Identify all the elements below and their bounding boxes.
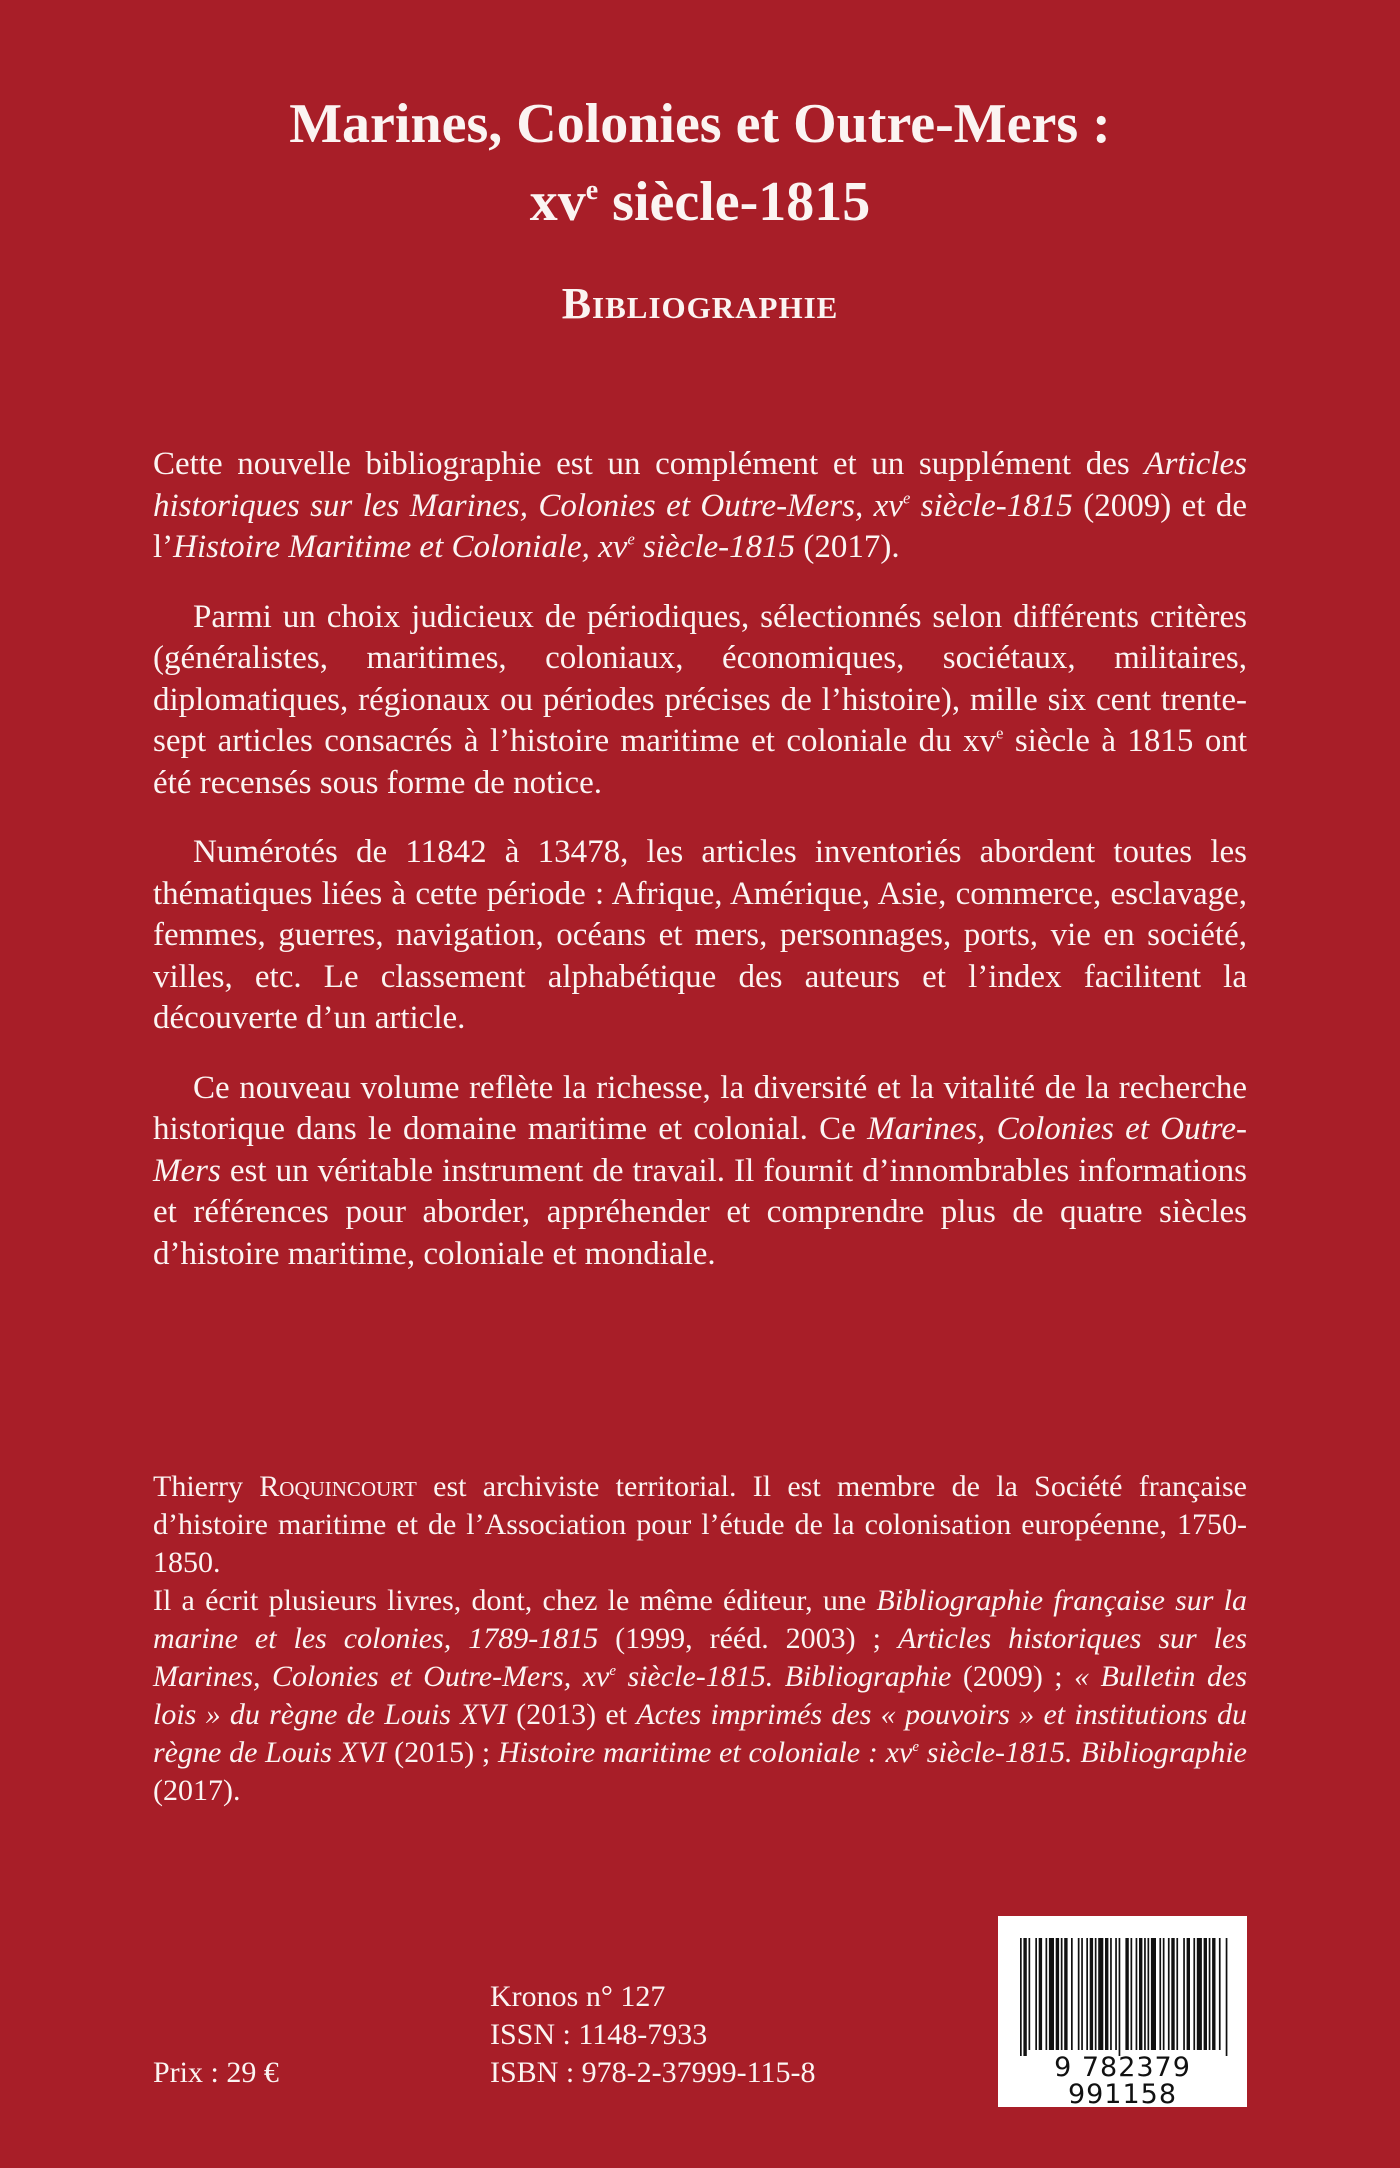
italic-text: Actes imprimés des « pouvoirs » et institutions du règne de Louis XVI xyxy=(153,1698,1247,1769)
barcode-bar xyxy=(1061,1938,1063,2050)
text-segment: Thierry xyxy=(153,1470,260,1503)
barcode-bar xyxy=(1219,1938,1221,2050)
barcode-bar xyxy=(1136,1938,1138,2050)
barcode-bar xyxy=(1159,1938,1161,2050)
barcode-bar xyxy=(1125,1938,1128,2050)
text-segment: (2009) ; xyxy=(951,1660,1075,1693)
issn: ISSN : 1148-7933 xyxy=(490,2018,708,2051)
barcode-bar xyxy=(1095,1938,1097,2050)
barcode xyxy=(998,1916,1247,2110)
barcode-bar xyxy=(1131,1938,1133,2050)
barcode-bar xyxy=(1086,1938,1088,2050)
italic-text: siècle-1815 xyxy=(634,529,796,565)
bio-paragraph xyxy=(153,1582,1247,1810)
body-paragraph xyxy=(153,597,1247,805)
book-title: Marines, Colonies et Outre-Mers : xyxy=(289,93,1111,155)
barcode-bar xyxy=(1163,1938,1165,2050)
barcode-bar xyxy=(1204,1938,1207,2050)
barcode-bar xyxy=(1110,1938,1112,2050)
italic-text: siècle-1815. Bibliographie xyxy=(616,1660,952,1693)
italic-text: siècle-1815 xyxy=(910,487,1073,524)
barcode-bar xyxy=(1046,1938,1048,2050)
italic-text: siècle-1815. Bibliographie xyxy=(918,1736,1247,1769)
book-subtitle: Bibliographie xyxy=(561,279,839,328)
small-caps-text: Roquincourt xyxy=(259,1470,417,1503)
barcode-bar xyxy=(1071,1938,1073,2050)
barcode-bar xyxy=(1139,1938,1142,2050)
series-number: Kronos n° 127 xyxy=(490,1980,666,2013)
isbn: ISBN : 978-2-37999-115-8 xyxy=(490,2056,816,2089)
period-years: siècle-1815 xyxy=(598,171,871,233)
italic-text: Marines, Colonies et Outre-Mers xyxy=(153,1111,1247,1189)
barcode-bar xyxy=(1212,1938,1215,2050)
barcode-bar xyxy=(1039,1938,1042,2050)
barcode-bar xyxy=(1029,1938,1031,2050)
text-segment: (1999, rééd. 2003) ; xyxy=(598,1622,898,1655)
bio-paragraph xyxy=(153,1468,1247,1582)
italic-text: e xyxy=(627,529,635,549)
italic-text: Bibliographie française sur la marine et les colonies, 1789-1815 xyxy=(153,1584,1247,1655)
barcode-bar xyxy=(1081,1938,1083,2050)
barcode-bar xyxy=(1144,1938,1146,2050)
barcode-bar xyxy=(1171,1938,1174,2050)
barcode-bar xyxy=(1151,1938,1156,2050)
text-segment: (2015) ; xyxy=(386,1736,498,1769)
body-paragraph xyxy=(153,832,1247,1040)
barcode-bar xyxy=(1119,1938,1121,2056)
italic-text: Histoire maritime et coloniale : xv xyxy=(497,1736,913,1769)
text-segment: (2009) et de l’ xyxy=(153,487,1247,565)
text-segment: siècle à 1815 ont été recensés sous forme de notice. xyxy=(153,723,1248,801)
barcode-bar xyxy=(1049,1938,1054,2050)
italic-text: « Bulletin des lois » du règne de Louis XVI xyxy=(153,1660,1247,1731)
barcode-bar xyxy=(1064,1938,1067,2050)
text-segment: Cette nouvelle bibliographie est un complément et un supplément des xyxy=(153,446,1145,482)
barcode-bar xyxy=(1035,1938,1037,2050)
barcode-digits: 9 782379 991158 xyxy=(1054,2052,1191,2110)
text-segment: (2017). xyxy=(153,1774,241,1807)
body-paragraph xyxy=(153,444,1247,569)
italic-text: Articles historiques sur les Marines, Colonies et Outre-Mers, xv xyxy=(153,446,1247,524)
text-segment: (2017). xyxy=(795,529,900,565)
text-segment: est archiviste territorial. Il est membre de la Société française d’histoire maritime et de l’Association pour l’étude de la colonisation européenne, 1750-1850. xyxy=(153,1470,1247,1579)
barcode-bar xyxy=(1183,1938,1185,2050)
text-segment: Ce nouveau volume reflète la richesse, la diversité et la vitalité de la recherche historique dans le domaine maritime et colonial. Ce xyxy=(153,1069,1247,1147)
text-segment: e xyxy=(996,723,1004,743)
period-sup: e xyxy=(585,175,599,206)
text-segment: Parmi un choix judicieux de périodiques, sélectionnés selon différents critères (généralistes, maritimes, coloniaux, économiques, sociétaux, militaires, diplomatiques, régionaux ou périodes précises de l’histoire), mille six cent trente-sept articles consacrés à l’histoire maritime et coloniale du xv xyxy=(153,598,1247,759)
barcode-bar xyxy=(1226,1938,1228,2056)
price: Prix : 29 € xyxy=(153,2056,279,2089)
text-segment: Il a écrit plusieurs livres, dont, chez le même éditeur, une xyxy=(153,1584,877,1617)
text-segment: Numérotés de 11842 à 13478, les articles inventoriés abordent toutes les thématiques liées à cette période : Afrique, Amérique, Asie, commerce, esclavage, femmes, guerres, navigation, océans et mers, personnages, ports, vie en société, villes, etc. Le classement alphabétique des auteurs et l’index facilitent la découverte d’un article. xyxy=(153,834,1247,1036)
barcode-bar xyxy=(1148,1938,1150,2050)
italic-text: Histoire Maritime et Coloniale, xv xyxy=(173,529,628,565)
barcode-bar xyxy=(1197,1938,1202,2050)
period-century: xv xyxy=(529,171,586,233)
text-segment: est un véritable instrument de travail. Il fournit d’innombrables informations et références pour aborder, appréhender et comprendre plus de quatre siècles d’histoire maritime, coloniale et mondiale. xyxy=(153,1152,1247,1272)
publication-info xyxy=(490,1978,816,2092)
body-paragraph xyxy=(153,1068,1247,1276)
barcode-bar xyxy=(1023,1938,1026,2056)
barcode-bar xyxy=(1105,1938,1108,2050)
barcode-bar xyxy=(1056,1938,1059,2050)
barcode-bar xyxy=(1115,1938,1117,2050)
barcode-bar xyxy=(1187,1938,1190,2050)
blurb xyxy=(153,444,1247,1303)
italic-text: e xyxy=(609,1662,616,1679)
barcode-bar xyxy=(1176,1938,1178,2050)
barcode-bar xyxy=(1098,1938,1103,2050)
barcode-bar xyxy=(1020,1938,1022,2056)
italic-text: e xyxy=(902,488,911,508)
barcode-bar xyxy=(1078,1938,1080,2050)
italic-text: Articles historiques sur les Marines, Colonies et Outre-Mers, xv xyxy=(153,1622,1247,1693)
book-title-period xyxy=(0,171,1400,233)
italic-text: e xyxy=(912,1738,919,1755)
author-bio xyxy=(153,1468,1247,1810)
barcode-bar xyxy=(1209,1938,1211,2050)
barcode-bar xyxy=(1193,1938,1195,2050)
text-segment: (2013) et xyxy=(506,1698,637,1731)
barcode-bar xyxy=(1168,1938,1170,2050)
barcode-bar xyxy=(1090,1938,1093,2050)
